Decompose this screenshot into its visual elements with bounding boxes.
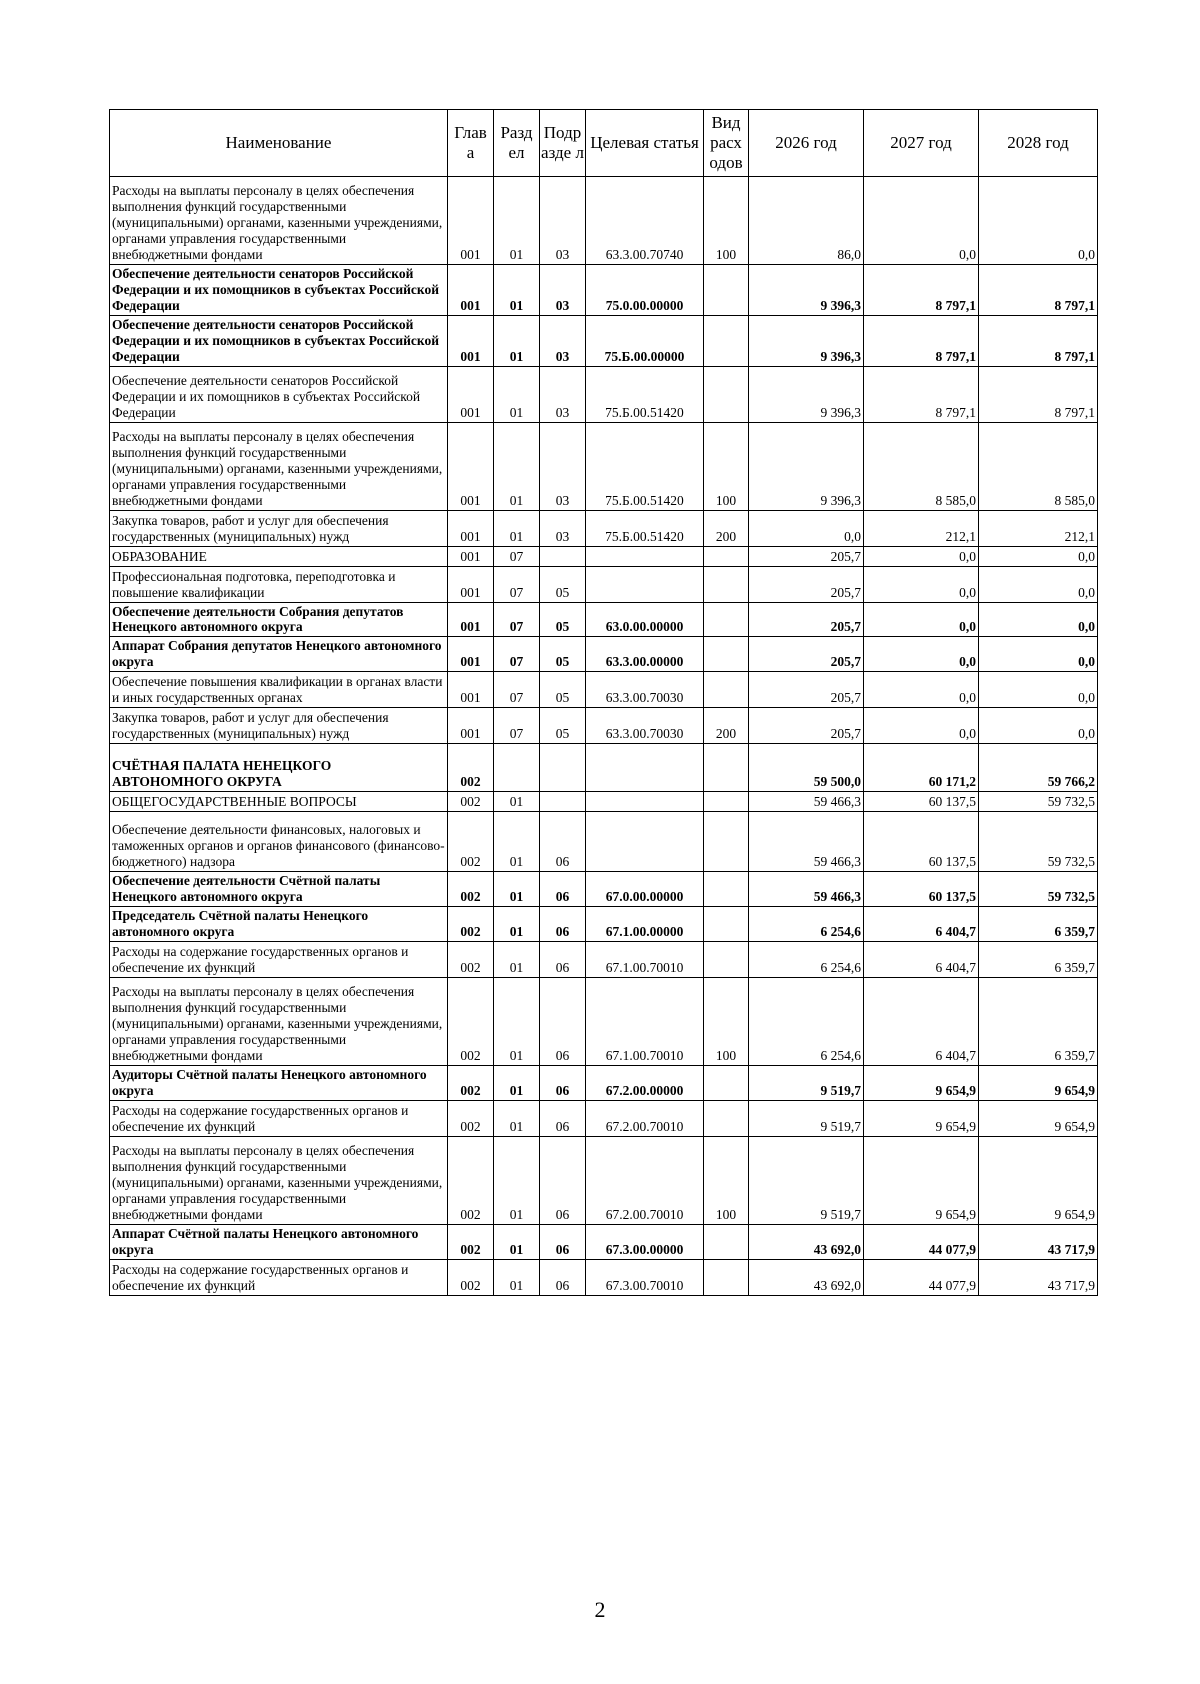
row-value-2027-cell: 0,0 [864, 602, 979, 637]
table-row [110, 1100, 1098, 1136]
table-row [110, 177, 1098, 265]
row-value-2026-cell: 205,7 [749, 637, 864, 672]
row-value-2027-cell: 60 137,5 [864, 872, 979, 907]
table-row [110, 907, 1098, 942]
row-podrazdel-cell: 06 [540, 977, 586, 1065]
row-value-2028-cell: 0,0 [979, 566, 1098, 602]
row-value-2028-cell: 9 654,9 [979, 1136, 1098, 1224]
table-row [110, 708, 1098, 744]
row-razdel-cell: 01 [494, 1065, 540, 1100]
table-row [110, 366, 1098, 422]
row-target-article-cell: 67.3.00.70010 [586, 1259, 704, 1295]
row-value-2028-cell: 9 654,9 [979, 1065, 1098, 1100]
row-razdel-cell: 07 [494, 546, 540, 566]
row-expense-type-cell: 200 [704, 510, 749, 546]
row-value-2027-cell: 0,0 [864, 672, 979, 708]
row-podrazdel-cell: 06 [540, 812, 586, 872]
row-value-2028-cell: 59 732,5 [979, 812, 1098, 872]
row-target-article-cell: 75.Б.00.51420 [586, 422, 704, 510]
row-razdel-cell: 07 [494, 637, 540, 672]
row-value-2027-cell: 0,0 [864, 566, 979, 602]
row-value-2027-cell: 0,0 [864, 546, 979, 566]
row-glava-cell: 002 [448, 872, 494, 907]
row-value-2028-cell: 59 766,2 [979, 744, 1098, 792]
row-glava-cell: 001 [448, 637, 494, 672]
row-value-2027-cell: 44 077,9 [864, 1259, 979, 1295]
row-name-cell: Расходы на выплаты персоналу в целях обеспечения выполнения функций государственными (муниципальными) органами, казенными учреждениями, органами управления государственными внебюджетными фондами [110, 177, 448, 265]
row-glava-cell: 002 [448, 1065, 494, 1100]
row-glava-cell: 001 [448, 566, 494, 602]
row-value-2028-cell: 212,1 [979, 510, 1098, 546]
row-value-2028-cell: 0,0 [979, 546, 1098, 566]
row-razdel-cell: 01 [494, 1136, 540, 1224]
row-glava-cell: 002 [448, 1259, 494, 1295]
row-glava-cell: 002 [448, 907, 494, 942]
row-expense-type-cell [704, 637, 749, 672]
row-razdel-cell: 07 [494, 566, 540, 602]
row-expense-type-cell [704, 907, 749, 942]
row-expense-type-cell: 100 [704, 422, 749, 510]
row-glava-cell: 002 [448, 1100, 494, 1136]
row-value-2028-cell: 0,0 [979, 602, 1098, 637]
row-value-2026-cell: 9 396,3 [749, 265, 864, 316]
row-target-article-cell: 75.0.00.00000 [586, 265, 704, 316]
row-glava-cell: 002 [448, 812, 494, 872]
row-target-article-cell [586, 744, 704, 792]
row-podrazdel-cell: 03 [540, 315, 586, 366]
row-glava-cell: 002 [448, 1136, 494, 1224]
row-value-2026-cell: 9 519,7 [749, 1136, 864, 1224]
row-value-2028-cell: 8 797,1 [979, 265, 1098, 316]
row-podrazdel-cell: 03 [540, 177, 586, 265]
row-value-2026-cell: 205,7 [749, 672, 864, 708]
row-expense-type-cell: 100 [704, 1136, 749, 1224]
budget-table [109, 109, 1098, 1296]
row-name-cell: ОБРАЗОВАНИЕ [110, 546, 448, 566]
row-name-cell: Расходы на содержание государственных органов и обеспечение их функций [110, 1259, 448, 1295]
table-row [110, 941, 1098, 977]
row-value-2026-cell: 59 466,3 [749, 872, 864, 907]
row-podrazdel-cell: 06 [540, 907, 586, 942]
row-value-2026-cell: 205,7 [749, 602, 864, 637]
table-row [110, 1136, 1098, 1224]
table-row [110, 744, 1098, 792]
row-value-2026-cell: 205,7 [749, 708, 864, 744]
row-podrazdel-cell: 05 [540, 566, 586, 602]
row-name-cell: Обеспечение деятельности сенаторов Российской Федерации и их помощников в субъектах Российской Федерации [110, 265, 448, 316]
row-podrazdel-cell: 06 [540, 1100, 586, 1136]
row-name-cell: Аппарат Счётной палаты Ненецкого автономного округа [110, 1224, 448, 1259]
row-razdel-cell: 01 [494, 872, 540, 907]
row-value-2028-cell: 6 359,7 [979, 977, 1098, 1065]
row-value-2027-cell: 44 077,9 [864, 1224, 979, 1259]
row-podrazdel-cell: 03 [540, 366, 586, 422]
row-value-2028-cell: 43 717,9 [979, 1259, 1098, 1295]
row-value-2026-cell: 9 396,3 [749, 422, 864, 510]
row-name-cell: Расходы на содержание государственных органов и обеспечение их функций [110, 1100, 448, 1136]
row-podrazdel-cell: 06 [540, 941, 586, 977]
row-value-2028-cell: 8 797,1 [979, 315, 1098, 366]
table-row [110, 422, 1098, 510]
row-value-2026-cell: 0,0 [749, 510, 864, 546]
row-glava-cell: 002 [448, 1224, 494, 1259]
row-razdel-cell: 01 [494, 812, 540, 872]
row-expense-type-cell [704, 366, 749, 422]
table-row [110, 546, 1098, 566]
row-glava-cell: 001 [448, 708, 494, 744]
row-podrazdel-cell: 05 [540, 708, 586, 744]
row-target-article-cell [586, 812, 704, 872]
header-year-2028: 2028 год [979, 110, 1098, 177]
row-value-2026-cell: 86,0 [749, 177, 864, 265]
table-row [110, 1065, 1098, 1100]
table-row [110, 265, 1098, 316]
row-target-article-cell: 67.1.00.70010 [586, 977, 704, 1065]
row-podrazdel-cell: 06 [540, 1259, 586, 1295]
row-glava-cell: 001 [448, 366, 494, 422]
row-value-2026-cell: 59 466,3 [749, 812, 864, 872]
row-expense-type-cell [704, 1224, 749, 1259]
row-value-2028-cell: 43 717,9 [979, 1224, 1098, 1259]
row-value-2028-cell: 8 585,0 [979, 422, 1098, 510]
row-razdel-cell: 01 [494, 1259, 540, 1295]
row-name-cell: Аудиторы Счётной палаты Ненецкого автономного округа [110, 1065, 448, 1100]
row-value-2026-cell: 9 396,3 [749, 366, 864, 422]
row-name-cell: Обеспечение повышения квалификации в органах власти и иных государственных органах [110, 672, 448, 708]
header-name: Наименование [110, 110, 448, 177]
row-expense-type-cell [704, 941, 749, 977]
header-glava: Глав а [448, 110, 494, 177]
row-value-2026-cell: 9 396,3 [749, 315, 864, 366]
row-value-2026-cell: 6 254,6 [749, 907, 864, 942]
row-glava-cell: 001 [448, 510, 494, 546]
row-glava-cell: 001 [448, 672, 494, 708]
row-podrazdel-cell: 06 [540, 1224, 586, 1259]
row-expense-type-cell [704, 672, 749, 708]
row-expense-type-cell [704, 744, 749, 792]
table-row [110, 602, 1098, 637]
table-row [110, 637, 1098, 672]
row-value-2027-cell: 60 137,5 [864, 792, 979, 812]
row-glava-cell: 002 [448, 977, 494, 1065]
row-target-article-cell [586, 566, 704, 602]
row-razdel-cell: 01 [494, 315, 540, 366]
row-glava-cell: 001 [448, 602, 494, 637]
row-expense-type-cell: 100 [704, 177, 749, 265]
row-razdel-cell: 01 [494, 422, 540, 510]
row-target-article-cell: 63.3.00.70030 [586, 672, 704, 708]
row-value-2027-cell: 9 654,9 [864, 1065, 979, 1100]
row-target-article-cell: 67.3.00.00000 [586, 1224, 704, 1259]
table-row [110, 1259, 1098, 1295]
row-razdel-cell: 07 [494, 602, 540, 637]
row-glava-cell: 002 [448, 941, 494, 977]
row-name-cell: Расходы на выплаты персоналу в целях обеспечения выполнения функций государственными (муниципальными) органами, казенными учреждениями, органами управления государственными внебюджетными фондами [110, 1136, 448, 1224]
row-razdel-cell: 01 [494, 265, 540, 316]
row-value-2027-cell: 8 585,0 [864, 422, 979, 510]
row-podrazdel-cell [540, 546, 586, 566]
row-value-2026-cell: 205,7 [749, 566, 864, 602]
row-value-2028-cell: 0,0 [979, 177, 1098, 265]
row-razdel-cell: 01 [494, 941, 540, 977]
row-value-2026-cell: 59 500,0 [749, 744, 864, 792]
table-body [110, 177, 1098, 1296]
header-expense-type: Вид расх одов [704, 110, 749, 177]
row-name-cell: Расходы на выплаты персоналу в целях обеспечения выполнения функций государственными (муниципальными) органами, казенными учреждениями, органами управления государственными внебюджетными фондами [110, 422, 448, 510]
table-row [110, 977, 1098, 1065]
row-target-article-cell: 75.Б.00.00000 [586, 315, 704, 366]
row-podrazdel-cell: 03 [540, 510, 586, 546]
row-value-2028-cell: 0,0 [979, 672, 1098, 708]
row-name-cell: СЧЁТНАЯ ПАЛАТА НЕНЕЦКОГО АВТОНОМНОГО ОКРУГА [110, 744, 448, 792]
row-value-2027-cell: 0,0 [864, 708, 979, 744]
page-number: 2 [594, 1597, 606, 1622]
row-value-2027-cell: 8 797,1 [864, 265, 979, 316]
row-value-2026-cell: 43 692,0 [749, 1259, 864, 1295]
row-value-2026-cell: 59 466,3 [749, 792, 864, 812]
row-value-2027-cell: 0,0 [864, 637, 979, 672]
table-row [110, 510, 1098, 546]
row-value-2027-cell: 60 137,5 [864, 812, 979, 872]
row-expense-type-cell [704, 602, 749, 637]
row-razdel-cell: 01 [494, 366, 540, 422]
row-value-2027-cell: 6 404,7 [864, 977, 979, 1065]
row-target-article-cell: 63.3.00.00000 [586, 637, 704, 672]
row-razdel-cell: 07 [494, 672, 540, 708]
row-value-2028-cell: 0,0 [979, 708, 1098, 744]
table-row [110, 1224, 1098, 1259]
row-value-2028-cell: 9 654,9 [979, 1100, 1098, 1136]
row-target-article-cell: 63.3.00.70030 [586, 708, 704, 744]
row-razdel-cell: 01 [494, 510, 540, 546]
row-podrazdel-cell: 05 [540, 672, 586, 708]
row-value-2028-cell: 8 797,1 [979, 366, 1098, 422]
row-podrazdel-cell: 06 [540, 872, 586, 907]
row-value-2027-cell: 212,1 [864, 510, 979, 546]
row-podrazdel-cell: 05 [540, 602, 586, 637]
row-podrazdel-cell: 05 [540, 637, 586, 672]
row-name-cell: Председатель Счётной палаты Ненецкого автономного округа [110, 907, 448, 942]
table-header-row [110, 110, 1098, 177]
row-name-cell: Обеспечение деятельности финансовых, налоговых и таможенных органов и органов финансового (финансово-бюджетного) надзора [110, 812, 448, 872]
row-razdel-cell: 01 [494, 1100, 540, 1136]
row-podrazdel-cell: 06 [540, 1136, 586, 1224]
row-value-2026-cell: 6 254,6 [749, 977, 864, 1065]
row-target-article-cell: 75.Б.00.51420 [586, 366, 704, 422]
row-value-2027-cell: 8 797,1 [864, 366, 979, 422]
row-name-cell: Закупка товаров, работ и услуг для обеспечения государственных (муниципальных) нужд [110, 510, 448, 546]
table-row [110, 792, 1098, 812]
row-target-article-cell: 67.2.00.70010 [586, 1100, 704, 1136]
row-glava-cell: 002 [448, 792, 494, 812]
row-expense-type-cell: 100 [704, 977, 749, 1065]
row-target-article-cell: 67.0.00.00000 [586, 872, 704, 907]
row-expense-type-cell [704, 812, 749, 872]
row-glava-cell: 001 [448, 265, 494, 316]
row-name-cell: Расходы на содержание государственных органов и обеспечение их функций [110, 941, 448, 977]
row-podrazdel-cell: 03 [540, 422, 586, 510]
row-name-cell: Расходы на выплаты персоналу в целях обеспечения выполнения функций государственными (муниципальными) органами, казенными учреждениями, органами управления государственными внебюджетными фондами [110, 977, 448, 1065]
row-name-cell: Обеспечение деятельности сенаторов Российской Федерации и их помощников в субъектах Российской Федерации [110, 315, 448, 366]
row-value-2028-cell: 59 732,5 [979, 792, 1098, 812]
row-glava-cell: 001 [448, 315, 494, 366]
row-razdel-cell: 01 [494, 907, 540, 942]
row-value-2027-cell: 60 171,2 [864, 744, 979, 792]
row-target-article-cell: 67.1.00.70010 [586, 941, 704, 977]
row-value-2027-cell: 6 404,7 [864, 941, 979, 977]
row-target-article-cell: 67.2.00.70010 [586, 1136, 704, 1224]
header-target-article: Целевая статья [586, 110, 704, 177]
row-target-article-cell: 67.1.00.00000 [586, 907, 704, 942]
row-expense-type-cell [704, 1259, 749, 1295]
row-target-article-cell [586, 546, 704, 566]
row-expense-type-cell [704, 1100, 749, 1136]
row-target-article-cell: 75.Б.00.51420 [586, 510, 704, 546]
row-value-2028-cell: 59 732,5 [979, 872, 1098, 907]
header-razdel: Разд ел [494, 110, 540, 177]
row-value-2027-cell: 9 654,9 [864, 1136, 979, 1224]
row-razdel-cell: 01 [494, 977, 540, 1065]
header-year-2026: 2026 год [749, 110, 864, 177]
row-value-2028-cell: 6 359,7 [979, 941, 1098, 977]
row-name-cell: Профессиональная подготовка, переподготовка и повышение квалификации [110, 566, 448, 602]
row-expense-type-cell [704, 546, 749, 566]
row-value-2027-cell: 9 654,9 [864, 1100, 979, 1136]
row-name-cell: Аппарат Собрания депутатов Ненецкого автономного округа [110, 637, 448, 672]
table-row [110, 566, 1098, 602]
row-expense-type-cell [704, 566, 749, 602]
row-value-2028-cell: 6 359,7 [979, 907, 1098, 942]
row-name-cell: Закупка товаров, работ и услуг для обеспечения государственных (муниципальных) нужд [110, 708, 448, 744]
row-target-article-cell [586, 792, 704, 812]
row-value-2026-cell: 43 692,0 [749, 1224, 864, 1259]
row-glava-cell: 001 [448, 422, 494, 510]
row-razdel-cell: 01 [494, 177, 540, 265]
row-value-2027-cell: 0,0 [864, 177, 979, 265]
row-podrazdel-cell: 03 [540, 265, 586, 316]
table-row [110, 872, 1098, 907]
row-podrazdel-cell: 06 [540, 1065, 586, 1100]
row-value-2026-cell: 6 254,6 [749, 941, 864, 977]
row-name-cell: Обеспечение деятельности Счётной палаты Ненецкого автономного округа [110, 872, 448, 907]
row-razdel-cell: 01 [494, 1224, 540, 1259]
row-target-article-cell: 63.3.00.70740 [586, 177, 704, 265]
table-row [110, 812, 1098, 872]
row-podrazdel-cell [540, 792, 586, 812]
row-expense-type-cell [704, 792, 749, 812]
row-razdel-cell: 01 [494, 792, 540, 812]
header-year-2027: 2027 год [864, 110, 979, 177]
row-name-cell: Обеспечение деятельности Собрания депутатов Ненецкого автономного округа [110, 602, 448, 637]
row-podrazdel-cell [540, 744, 586, 792]
row-glava-cell: 001 [448, 177, 494, 265]
row-razdel-cell [494, 744, 540, 792]
row-expense-type-cell [704, 315, 749, 366]
row-expense-type-cell: 200 [704, 708, 749, 744]
row-target-article-cell: 63.0.00.00000 [586, 602, 704, 637]
row-glava-cell: 002 [448, 744, 494, 792]
row-name-cell: Обеспечение деятельности сенаторов Российской Федерации и их помощников в субъектах Российской Федерации [110, 366, 448, 422]
row-expense-type-cell [704, 872, 749, 907]
row-expense-type-cell [704, 1065, 749, 1100]
table-row [110, 672, 1098, 708]
row-value-2027-cell: 6 404,7 [864, 907, 979, 942]
row-expense-type-cell [704, 265, 749, 316]
row-value-2026-cell: 9 519,7 [749, 1100, 864, 1136]
table-row [110, 315, 1098, 366]
row-value-2026-cell: 205,7 [749, 546, 864, 566]
row-value-2026-cell: 9 519,7 [749, 1065, 864, 1100]
row-glava-cell: 001 [448, 546, 494, 566]
row-value-2027-cell: 8 797,1 [864, 315, 979, 366]
row-razdel-cell: 07 [494, 708, 540, 744]
row-target-article-cell: 67.2.00.00000 [586, 1065, 704, 1100]
header-podrazdel: Подр азде л [540, 110, 586, 177]
row-value-2028-cell: 0,0 [979, 637, 1098, 672]
row-name-cell: ОБЩЕГОСУДАРСТВЕННЫЕ ВОПРОСЫ [110, 792, 448, 812]
